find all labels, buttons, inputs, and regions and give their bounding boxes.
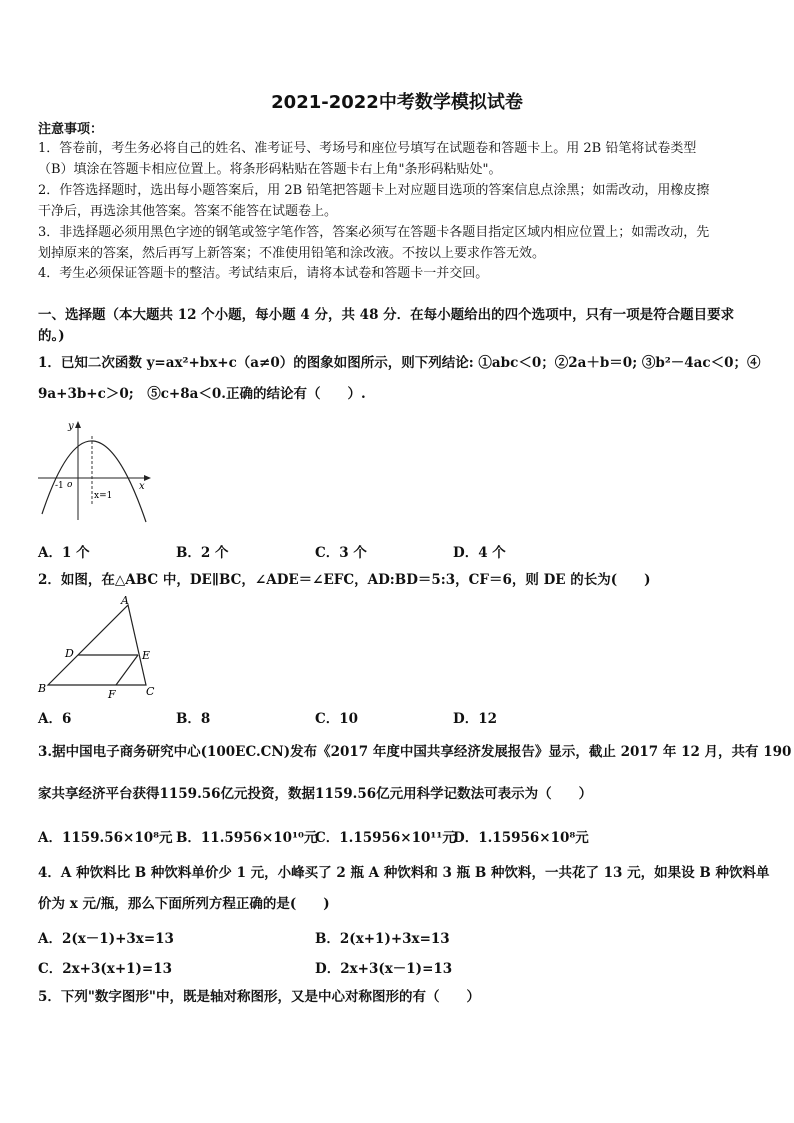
q1-neg-one-label: -1 — [55, 481, 64, 491]
q2-label-c: C — [146, 685, 155, 698]
notice-line-6: 划掉原来的答案，然后再写上新答案；不准使用铅笔和涂改液。不按以上要求作答无效。 — [38, 246, 546, 261]
q3-text-line-2: 家共享经济平台获得1159.56亿元投资，数据1159.56亿元用科学记数法可表示为（ ） — [38, 786, 593, 802]
q1-option-c[interactable]: C．3 个 — [315, 545, 367, 561]
q2-triangle-abc — [48, 605, 146, 685]
q3-option-a[interactable]: A．1159.56×10⁸元 — [38, 830, 173, 846]
q3-option-c[interactable]: C．1.15956×10¹¹元 — [315, 830, 456, 846]
q3-option-b[interactable]: B．11.5956×10¹⁰元 — [176, 830, 318, 846]
notice-line-3: 2．作答选择题时，选出每小题答案后，用 2B 铅笔把答题卡上对应题目选项的答案信息点涂黑；如需改动，用橡皮擦 — [38, 183, 710, 198]
q1-y-arrow — [75, 421, 81, 428]
q2-segment-ef — [116, 655, 138, 685]
q2-option-d[interactable]: D．12 — [453, 711, 497, 727]
q1-origin-label: o — [67, 480, 73, 490]
q4-option-d[interactable]: D．2x+3(x－1)=13 — [315, 961, 453, 977]
q1-option-d[interactable]: D．4 个 — [453, 545, 506, 561]
q1-option-b[interactable]: B．2 个 — [176, 545, 229, 561]
q2-label-f: F — [108, 688, 116, 701]
q3-text-line-1: 3.据中国电子商务研究中心(100EC.CN)发布《2017 年度中国共享经济发展报告》显示，截止 2017 年 12 月，共有 190 — [38, 744, 792, 760]
q1-y-label: y — [68, 421, 74, 432]
q4-option-b[interactable]: B．2(x+1)+3x=13 — [315, 931, 450, 947]
q3-option-d[interactable]: D．1.15956×10⁸元 — [453, 830, 589, 846]
q2-label-a: A — [121, 594, 129, 607]
section-heading-line-2: 的。) — [38, 328, 65, 344]
q2-label-b: B — [38, 682, 47, 695]
page-title: 2021-2022中考数学模拟试卷 — [271, 92, 523, 113]
q4-option-a[interactable]: A．2(x－1)+3x=13 — [38, 931, 174, 947]
q4-text-line-1: 4．A 种饮料比 B 种饮料单价少 1 元，小峰买了 2 瓶 A 种饮料和 3 瓶 B 种饮料，一共花了 13 元，如果设 B 种饮料单 — [38, 865, 770, 881]
notice-line-4: 干净后，再选涂其他答案。答案不能答在试题卷上。 — [38, 204, 338, 219]
q1-text-line-2: 9a+3b+c＞0; ⑤c+8a＜0.正确的结论有（ ）. — [38, 386, 366, 402]
notice-line-5: 3．非选择题必须用黑色字迹的钢笔或签字笔作答，答案必须写在答题卡各题目指定区域内相应位置上；如需改动，先 — [38, 225, 710, 240]
q2-option-b[interactable]: B．8 — [176, 711, 211, 727]
notice-line-1: 1．答卷前，考生务必将自己的姓名、准考证号、考场号和座位号填写在试题卷和答题卡上。用 2B 铅笔将试卷类型 — [38, 141, 697, 156]
q2-label-d: D — [65, 647, 74, 660]
q1-x-arrow — [144, 475, 151, 481]
q1-x-label: x — [139, 481, 145, 492]
q1-text-line-1: 1．已知二次函数 y=ax²+bx+c（a≠0）的图象如图所示，则下列结论: ①abc＜0；②2a＋b＝0; ③b²－4ac＜0；④ — [38, 355, 761, 371]
notice-heading: 注意事项： — [38, 122, 104, 137]
notice-line-7: 4．考生必须保证答题卡的整洁。考试结束后，请将本试卷和答题卡一并交回。 — [38, 266, 489, 281]
q2-option-a[interactable]: A．6 — [38, 711, 72, 727]
q5-text-line-1: 5．下列"数字图形"中，既是轴对称图形，又是中心对称图形的有（ ） — [38, 989, 480, 1005]
q2-label-e: E — [142, 649, 151, 662]
q2-option-c[interactable]: C．10 — [315, 711, 359, 727]
notice-line-2: （B）填涂在答题卡相应位置上。将条形码粘贴在答题卡右上角"条形码粘贴处"。 — [38, 162, 502, 177]
q1-symmetry-label: x=1 — [94, 491, 113, 501]
q4-option-c[interactable]: C．2x+3(x+1)=13 — [38, 961, 173, 977]
q2-triangle-figure — [36, 593, 166, 701]
q1-parabola-figure — [38, 416, 153, 526]
q2-text-line-1: 2．如图，在△ABC 中，DE∥BC，∠ADE＝∠EFC，AD:BD＝5:3，CF＝6，则 DE 的长为( ) — [38, 572, 651, 588]
q1-option-a[interactable]: A．1 个 — [38, 545, 90, 561]
section-heading-line-1: 一、选择题（本大题共 12 个小题，每小题 4 分，共 48 分．在每小题给出的四个选项中，只有一项是符合题目要求 — [38, 307, 735, 323]
q4-text-line-2: 价为 x 元/瓶，那么下面所列方程正确的是( ) — [38, 896, 330, 912]
